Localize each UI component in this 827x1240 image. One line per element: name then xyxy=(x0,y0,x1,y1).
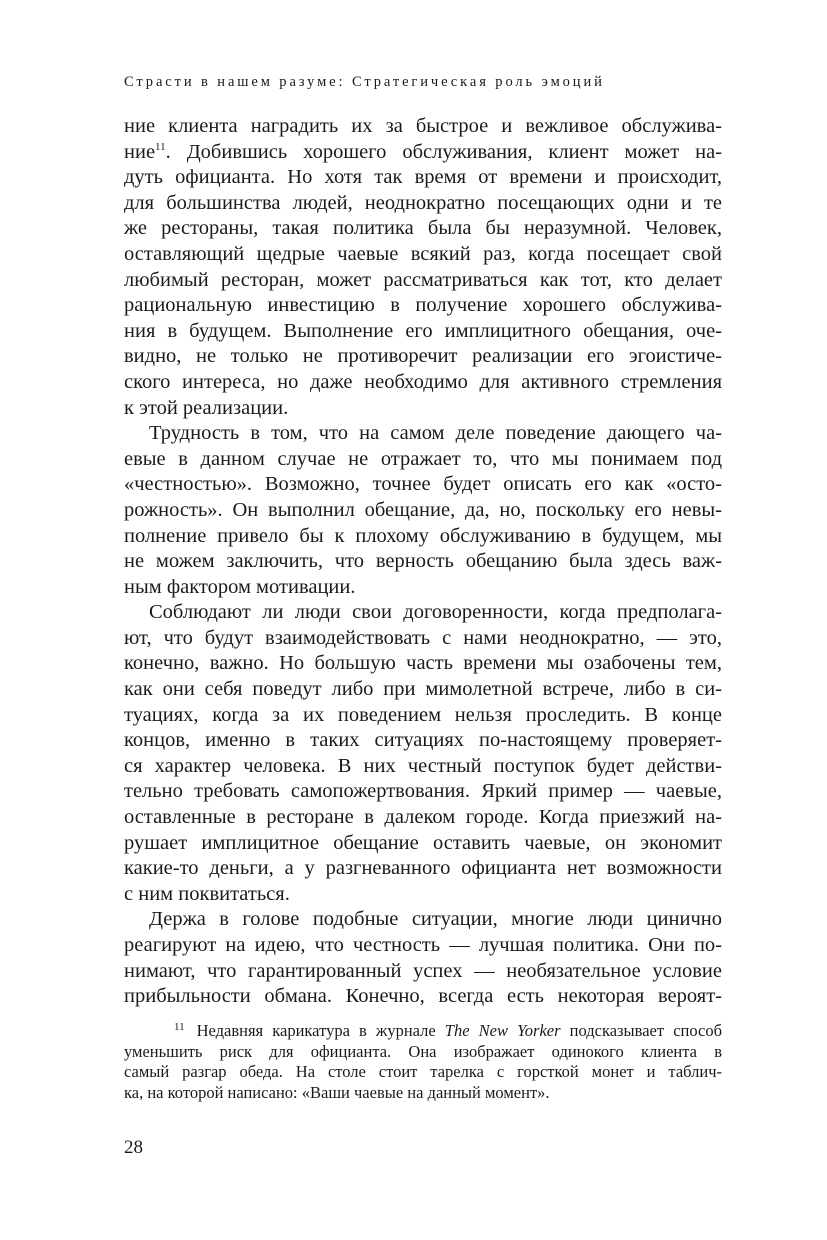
text-line: не можем заключить, что верность обещанию была здесь важ- xyxy=(124,550,722,573)
text-line: видно, не только не противоречит реализации его эгоистиче- xyxy=(124,345,722,368)
footnote-line: уменьшить риск для официанта. Она изображает одинокого клиента в xyxy=(124,1041,722,1061)
paragraph-2 xyxy=(124,421,722,600)
text-line: конечно, важно. Но большую часть времени мы озабочены тем, xyxy=(124,652,722,675)
text-line: какие-то деньги, а у разгневанного официанта нет возможности xyxy=(124,857,722,880)
text-line: рушает имплицитное обещание оставить чаевые, он экономит xyxy=(124,831,722,854)
text-line: Трудность в том, что на самом деле поведение дающего ча- xyxy=(149,422,722,445)
page-number: 28 xyxy=(124,1137,143,1158)
body-text xyxy=(124,114,722,1010)
text-line: дуть официанта. Но хотя так время от времени и происходит, xyxy=(124,166,722,189)
text-line: ние$^{11}$. Добившись хорошего обслуживания, клиент может на- xyxy=(124,140,722,163)
text-line: ние клиента наградить их за быстрое и вежливое обслужива- xyxy=(124,115,722,137)
text-line: концов, именно в таких ситуациях по-настоящему проверяет- xyxy=(124,729,722,752)
text-line: к этой реализации. xyxy=(124,396,289,419)
footnote-reference[interactable]: 11 xyxy=(155,140,166,153)
footnote-line: ка, на которой написано: «Ваши чаевые на данный момент». xyxy=(124,1083,550,1103)
text-line: оставленные в ресторане в далеком городе. Когда приезжий на- xyxy=(124,806,722,829)
text-line: оставляющий щедрые чаевые всякий раз, когда посещает свой xyxy=(124,242,722,265)
text-line: Соблюдают ли люди свои договоренности, когда предполага- xyxy=(149,601,722,624)
text-line: ют, что будут взаимодействовать с нами неоднократно, — это, xyxy=(124,626,722,649)
text-line: ния в будущем. Выполнение его имплицитного обещания, оче- xyxy=(124,319,722,342)
text-line: Держа в голове подобные ситуации, многие люди цинично xyxy=(149,908,722,931)
footnote-number: 11 xyxy=(174,1021,185,1033)
text-line: ным фактором мотивации. xyxy=(124,575,356,598)
footnote-line: самый разгар обеда. На столе стоит тарелка с горсткой монет и таблич- xyxy=(124,1062,722,1082)
text-line: прибыльности обмана. Конечно, всегда есть некоторая вероят- xyxy=(124,985,722,1008)
text-line: рациональную инвестицию в получение хорошего обслужива- xyxy=(124,294,722,317)
footnote xyxy=(124,1021,722,1104)
text-line: реагируют на идею, что честность — лучшая политика. Они по- xyxy=(124,934,722,956)
text-line: же рестораны, такая политика была бы неразумной. Человек, xyxy=(124,217,722,240)
paragraph-4 xyxy=(124,907,722,1009)
text-line: нимают, что гарантированный успех — необязательное условие xyxy=(124,959,722,982)
footnote-line: $^{11}$ Недавняя карикатура в журнале The New Yorker подсказывает способ xyxy=(174,1021,722,1040)
running-head: Страсти в нашем разуме: Стратегическая роль эмоций xyxy=(124,74,605,90)
text-line: евые в данном случае не отражает то, что мы понимаем под xyxy=(124,447,722,470)
text-line: «честностью». Возможно, точнее будет описать его как «осто- xyxy=(124,473,722,496)
text-line: любимый ресторан, может рассматриваться как тот, кто делает xyxy=(124,268,722,291)
text-line: полнение привело бы к плохому обслуживанию в будущем, мы xyxy=(124,524,722,547)
paragraph-3 xyxy=(124,600,722,907)
text-line: ся характер человека. В них честный поступок будет действи- xyxy=(124,754,722,777)
text-line: рожность». Он выполнил обещание, да, но, поскольку его невы- xyxy=(124,498,722,521)
text-line: туациях, когда за их поведением нельзя проследить. В конце xyxy=(124,703,722,726)
magazine-title: The New Yorker xyxy=(444,1021,561,1040)
text-line: для большинства людей, неоднократно посещающих одни и те xyxy=(124,191,722,214)
text-line: как они себя поведут либо при мимолетной встрече, либо в си- xyxy=(124,678,722,701)
text-line: тельно требовать самопожертвования. Яркий пример — чаевые, xyxy=(124,780,722,803)
text-line: с ним поквитаться. xyxy=(124,882,290,905)
text-line: ского интереса, но даже необходимо для активного стремления xyxy=(124,370,722,393)
paragraph-1 xyxy=(124,114,722,421)
